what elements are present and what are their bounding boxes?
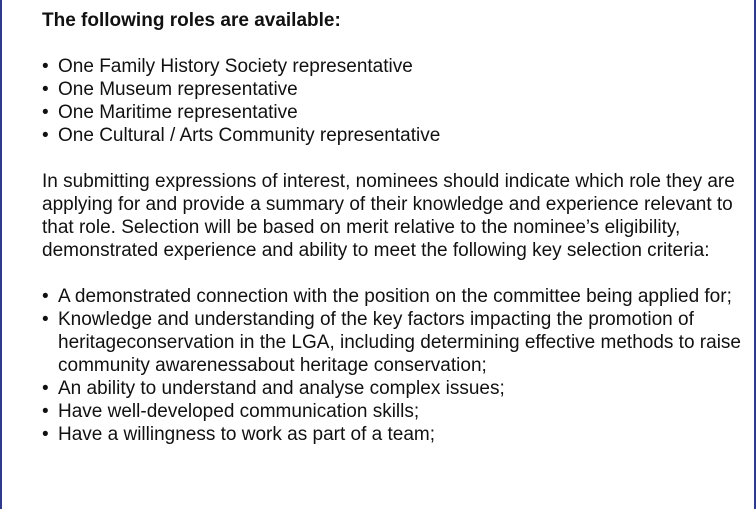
bullet-icon: •	[42, 56, 49, 77]
criterion-text: A demonstrated connection with the position on the committee being applied for;	[58, 286, 732, 307]
bullet-icon: •	[42, 102, 49, 123]
criterion-text: An ability to understand and analyse complex issues;	[58, 378, 505, 399]
bullet-icon: •	[42, 401, 49, 422]
spacer	[42, 262, 742, 285]
list-item	[42, 423, 742, 446]
list-item	[42, 377, 742, 400]
spacer	[42, 32, 742, 55]
document-body	[42, 9, 742, 446]
roles-list	[42, 55, 742, 147]
bullet-icon: •	[42, 378, 49, 399]
role-text: One Family History Society representative	[58, 56, 413, 77]
role-text: One Maritime representative	[58, 102, 298, 123]
criterion-text: Knowledge and understanding of the key factors impacting the promotion of heritageconservation in the LGA, including determining effective methods to raise community awarenessabout heritage conservation;	[58, 309, 741, 376]
spacer	[42, 147, 742, 170]
list-item	[42, 55, 742, 78]
role-text: One Museum representative	[58, 79, 298, 100]
bullet-icon: •	[42, 125, 49, 146]
bullet-icon: •	[42, 79, 49, 100]
bullet-icon: •	[42, 309, 49, 330]
role-text: One Cultural / Arts Community representative	[58, 125, 441, 146]
criteria-list	[42, 285, 742, 446]
roles-heading: The following roles are available:	[42, 10, 341, 31]
list-item	[42, 285, 742, 308]
list-item	[42, 400, 742, 423]
selection-paragraph: In submitting expressions of interest, nominees should indicate which role they are applying for and provide a summary of their knowledge and experience relevant to that role. Selection will be based on merit relative to the nominee’s eligibility, demonstrated experience and ability to meet the following key selection criteria:	[42, 171, 735, 261]
list-item	[42, 124, 742, 147]
criterion-text: Have a willingness to work as part of a team;	[58, 424, 436, 445]
list-item	[42, 101, 742, 124]
list-item	[42, 308, 742, 377]
list-item	[42, 78, 742, 101]
bullet-icon: •	[42, 424, 49, 445]
bullet-icon: •	[42, 286, 49, 307]
criterion-text: Have well-developed communication skills;	[58, 401, 420, 422]
